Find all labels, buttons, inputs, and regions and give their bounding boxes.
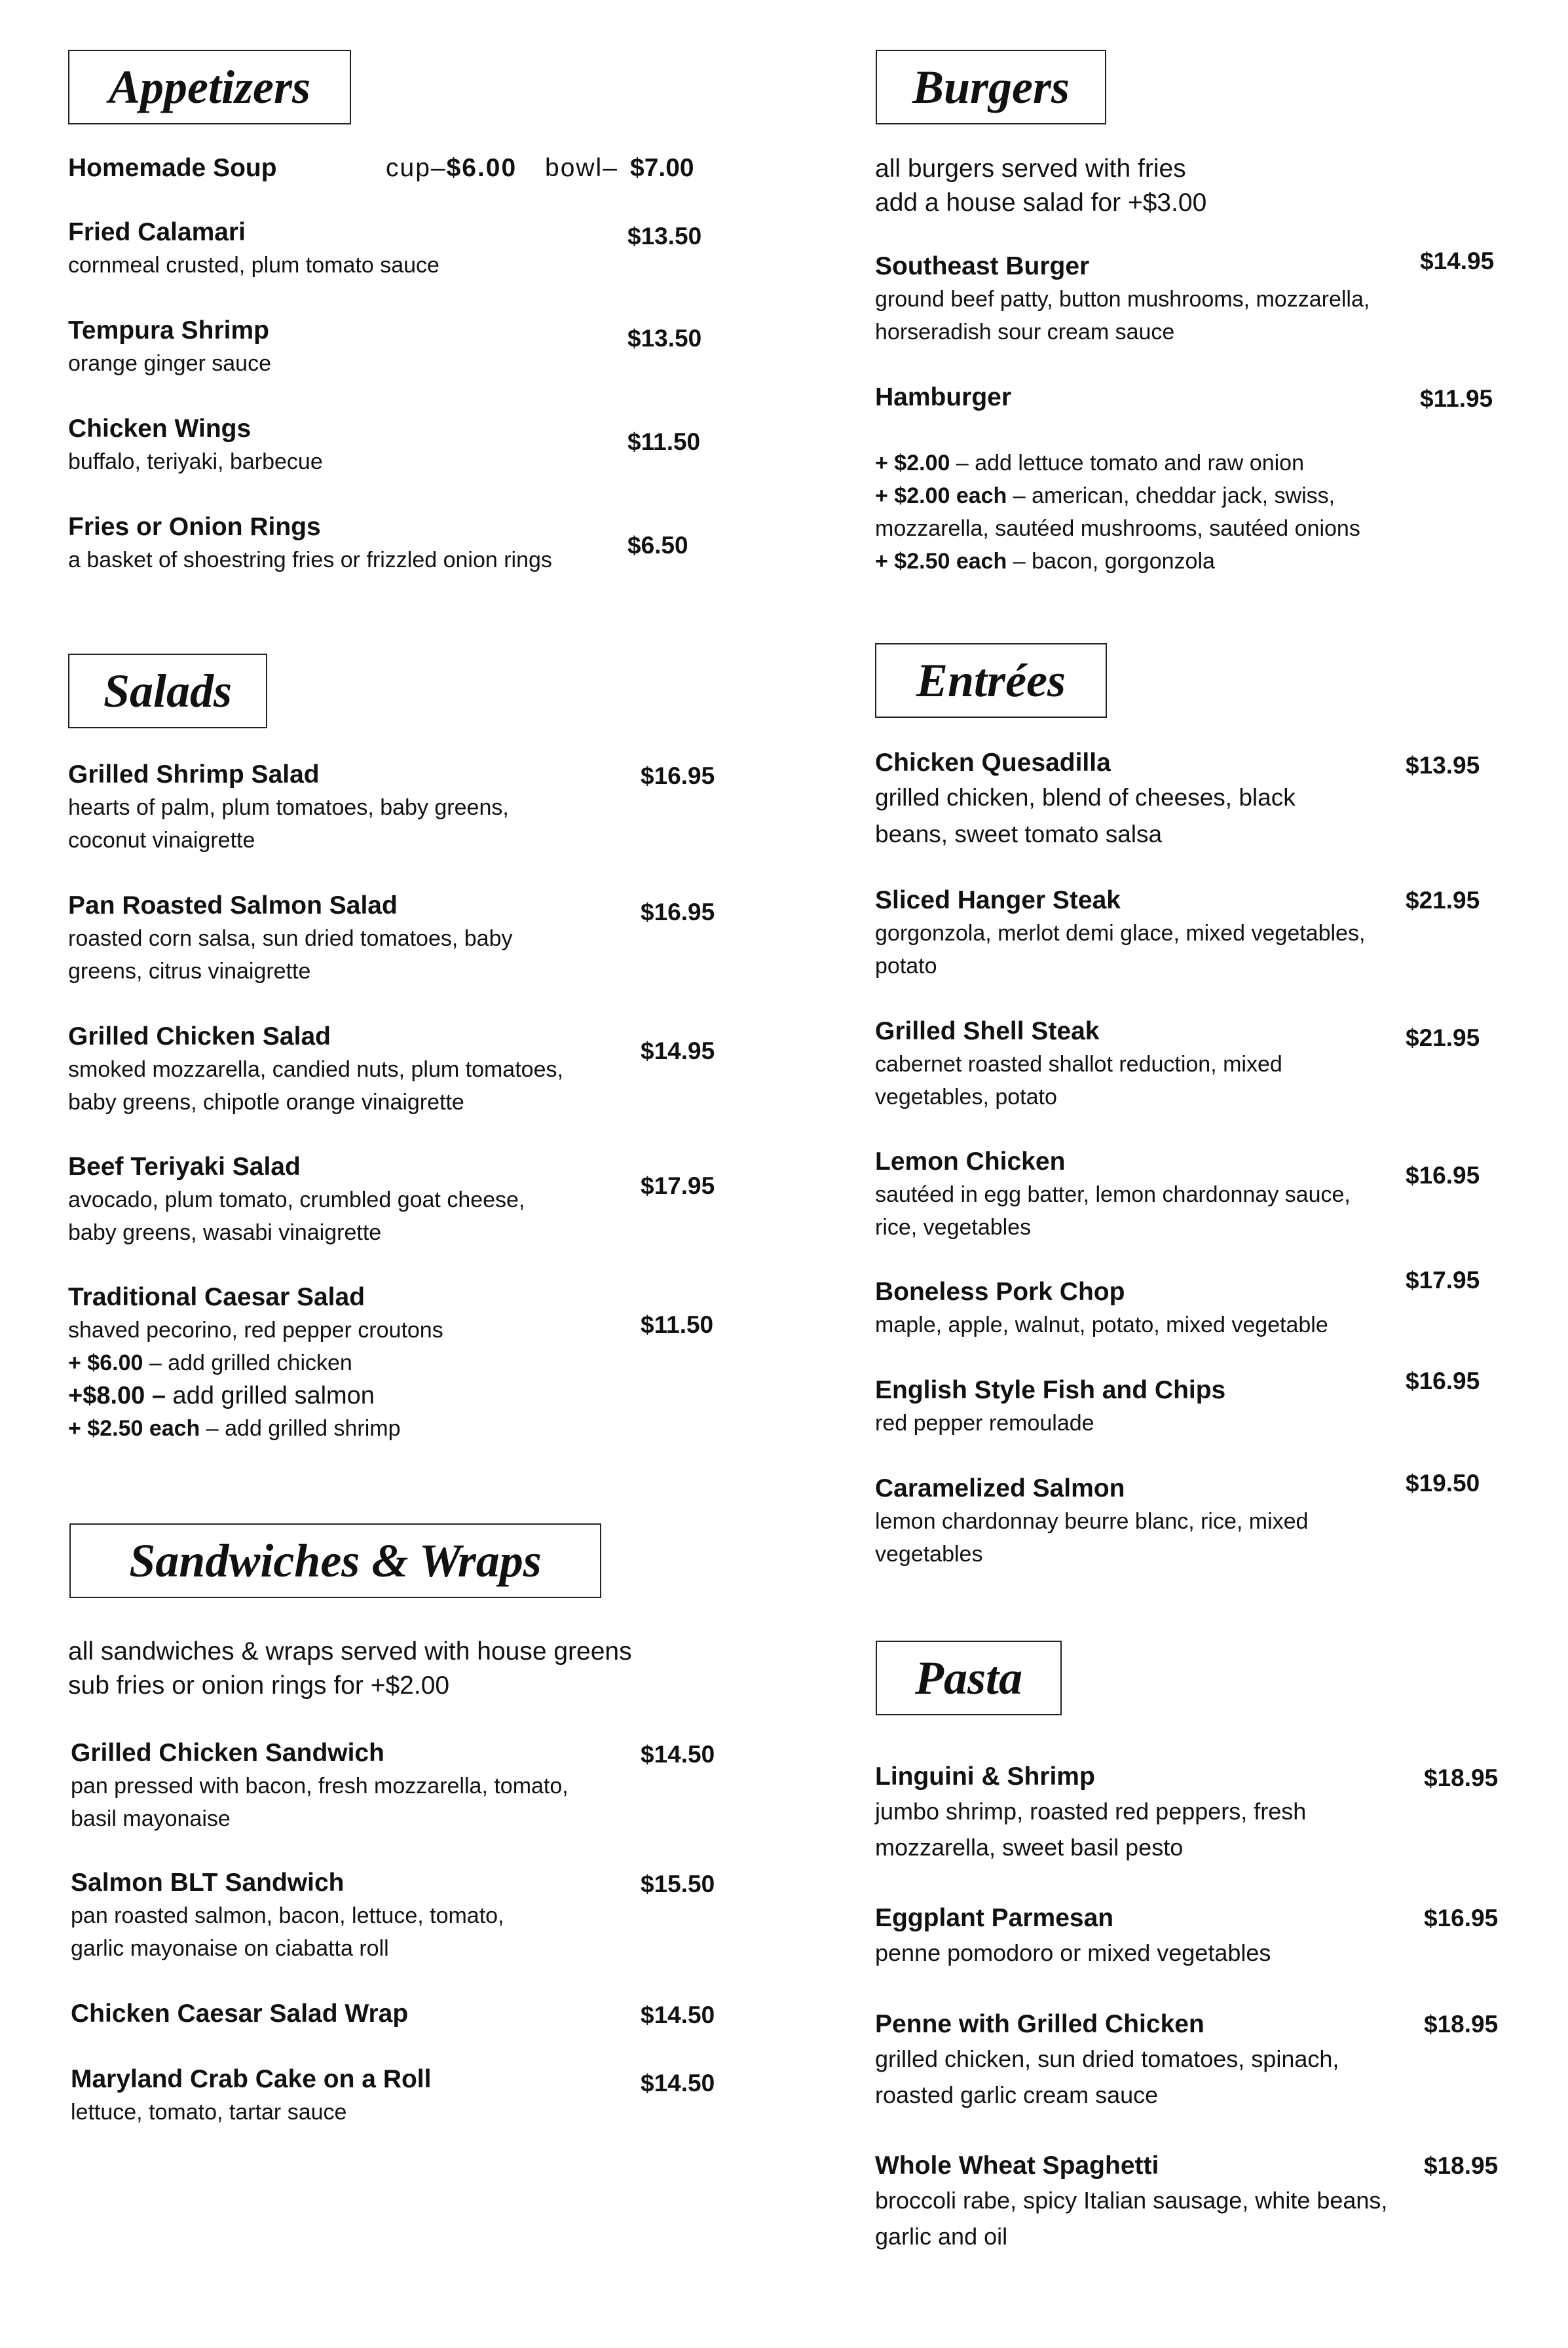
item-desc-line: baby greens, wasabi vinaigrette (68, 1220, 382, 1245)
menu-item (875, 1146, 1351, 1244)
item-name: Caramelized Salmon (875, 1474, 1125, 1502)
item-desc-line: roasted corn salsa, sun dried tomatoes, baby (68, 926, 513, 951)
item-description (875, 2041, 1339, 2113)
item-description (68, 445, 323, 478)
item-desc-line: pan roasted salmon, bacon, lettuce, tomato, (71, 1903, 504, 1928)
item-name: Grilled Chicken Sandwich (71, 1739, 384, 1767)
item-name: Traditional Caesar Salad (68, 1283, 365, 1311)
item-name: Fried Calamari (68, 218, 246, 246)
item-desc-line: coconut vinaigrette (68, 828, 255, 853)
item-desc-line: buffalo, teriyaki, barbecue (68, 449, 323, 474)
item-desc-line: mozzarella, sweet basil pesto (875, 1834, 1184, 1861)
item-price: $14.50 (641, 2070, 715, 2096)
note-line: sub fries or onion rings for +$2.00 (68, 1671, 450, 1700)
menu-item (68, 511, 552, 576)
menu-item (68, 1020, 563, 1119)
item-desc-line: vegetables (875, 1542, 983, 1567)
menu-item (71, 1998, 408, 2030)
menu-item (875, 2150, 1387, 2254)
appetizers-heading: Appetizers (68, 50, 351, 124)
item-price: $11.50 (641, 1311, 714, 1338)
item-description (875, 1048, 1282, 1113)
item-desc-line: grilled chicken, blend of cheeses, black (875, 784, 1296, 811)
item-price: $17.95 (1406, 1267, 1480, 1294)
item-description (68, 1314, 443, 1347)
item-description (875, 2182, 1387, 2254)
item-desc-line: lettuce, tomato, tartar sauce (71, 2100, 347, 2125)
menu-item (68, 889, 513, 988)
item-description (875, 1505, 1308, 1571)
item-desc-line: penne pomodoro or mixed vegetables (875, 1939, 1271, 1966)
item-price: $6.50 (627, 532, 688, 559)
item-price: $16.95 (641, 899, 715, 925)
item-price: $16.95 (641, 762, 715, 789)
item-description (71, 1899, 504, 1965)
burgers-heading: Burgers (876, 50, 1106, 124)
item-desc-line: garlic and oil (875, 2223, 1008, 2250)
item-name: Sliced Hanger Steak (875, 886, 1121, 914)
soup-cup (386, 152, 517, 185)
item-desc-line: hearts of palm, plum tomatoes, baby greens, (68, 795, 509, 820)
caesar-option (68, 1379, 443, 1412)
menu-item (875, 747, 1296, 853)
item-desc-line: rice, vegetables (875, 1215, 1032, 1240)
item-description (68, 1053, 563, 1119)
menu-item (875, 381, 1011, 414)
menu-item (875, 1472, 1308, 1571)
soup-bowl-label: bowl– (545, 154, 618, 182)
salads-heading: Salads (68, 654, 267, 728)
item-description (68, 922, 513, 988)
item-name: Fries or Onion Rings (68, 513, 321, 541)
item-desc-line: jumbo shrimp, roasted red peppers, fresh (875, 1798, 1307, 1825)
item-name: Salmon BLT Sandwich (71, 1869, 345, 1897)
entrees-heading: Entrées (875, 643, 1107, 718)
option-text: – add lettuce tomato and raw onion (956, 451, 1304, 475)
item-name: Hamburger (875, 383, 1012, 411)
item-name: Chicken Caesar Salad Wrap (71, 2000, 409, 2028)
note-line: all burgers served with fries (875, 155, 1186, 183)
item-desc-line: orange ginger sauce (68, 351, 272, 376)
item-name: Whole Wheat Spaghetti (875, 2152, 1159, 2180)
item-name: Homemade Soup (68, 154, 277, 182)
item-name: English Style Fish and Chips (875, 1376, 1226, 1404)
item-price: $21.95 (1406, 887, 1480, 914)
menu-item (68, 314, 271, 380)
burger-option (875, 512, 1360, 545)
item-name: Beef Teriyaki Salad (68, 1153, 301, 1181)
item-price: $16.95 (1406, 1368, 1480, 1394)
item-name: Boneless Pork Chop (875, 1278, 1125, 1306)
soup-cup-label: cup– (386, 154, 447, 182)
item-desc-line: cornmeal crusted, plum tomato sauce (68, 253, 439, 278)
item-price: $17.95 (641, 1172, 715, 1199)
menu-item (875, 1276, 1328, 1341)
menu-item (68, 413, 323, 478)
option-text: add grilled salmon (172, 1382, 375, 1409)
item-name: Eggplant Parmesan (875, 1904, 1114, 1932)
item-price: $13.50 (627, 325, 702, 352)
item-price: $14.95 (1420, 248, 1495, 274)
menu-item (71, 2063, 431, 2129)
item-name: Chicken Quesadilla (875, 749, 1111, 777)
item-desc-line: baby greens, chipotle orange vinaigrette (68, 1090, 464, 1115)
item-description (68, 544, 552, 576)
item-desc-line: beans, sweet tomato salsa (875, 821, 1163, 848)
option-amount: +$8.00 – (68, 1382, 166, 1409)
item-desc-line: a basket of shoestring fries or frizzled onion rings (68, 548, 552, 572)
item-desc-line: vegetables, potato (875, 1085, 1057, 1109)
item-price: $14.95 (641, 1037, 715, 1064)
item-description (875, 1935, 1271, 1971)
menu-item (875, 1761, 1306, 1865)
soup-bowl (545, 152, 618, 185)
item-description (71, 1770, 569, 1835)
note-line: all sandwiches & wraps served with house greens (68, 1637, 632, 1666)
item-price: $15.50 (641, 1871, 715, 1897)
item-name: Grilled Shrimp Salad (68, 760, 320, 789)
item-desc-line: lemon chardonnay beurre blanc, rice, mixed (875, 1509, 1309, 1534)
item-description (68, 791, 509, 857)
item-desc-line: avocado, plum tomato, crumbled goat cheese, (68, 1187, 525, 1212)
option-text: – add grilled shrimp (206, 1416, 401, 1441)
item-description (71, 2096, 431, 2129)
menu-item (71, 1737, 569, 1835)
option-text: – bacon, gorgonzola (1013, 549, 1215, 574)
item-description (875, 1178, 1351, 1244)
option-amount: + $2.00 (875, 451, 950, 475)
item-desc-line: potato (875, 954, 937, 978)
item-desc-line: roasted garlic cream sauce (875, 2081, 1159, 2108)
burger-option (875, 545, 1360, 578)
note-line: add a house salad for +$3.00 (875, 189, 1207, 217)
item-price: $14.50 (641, 2002, 715, 2028)
item-desc-line: broccoli rabe, spicy Italian sausage, white beans, (875, 2187, 1388, 2214)
item-price: $13.95 (1406, 752, 1480, 779)
menu-item (875, 1015, 1282, 1113)
menu-item (875, 1902, 1271, 1971)
item-desc-line: greens, citrus vinaigrette (68, 959, 311, 984)
item-desc-line: horseradish sour cream sauce (875, 320, 1175, 345)
item-description (68, 1183, 525, 1249)
item-price: $18.95 (1424, 2011, 1499, 2038)
item-price: $13.50 (627, 223, 702, 250)
soup-bowl-price: $7.00 (630, 154, 694, 182)
item-price: $16.95 (1406, 1162, 1480, 1189)
item-price: $11.95 (1420, 385, 1493, 412)
item-name: Linguini & Shrimp (875, 1762, 1095, 1791)
item-desc-line: smoked mozzarella, candied nuts, plum tomatoes, (68, 1057, 563, 1082)
item-price: $21.95 (1406, 1024, 1480, 1051)
menu-item (875, 884, 1365, 982)
sandwiches-wraps-heading: Sandwiches & Wraps (69, 1523, 601, 1598)
option-amount: + $2.50 each (875, 549, 1007, 574)
item-name: Penne with Grilled Chicken (875, 2010, 1204, 2038)
item-desc-line: grilled chicken, sun dried tomatoes, spinach, (875, 2045, 1339, 2072)
item-description (875, 917, 1365, 982)
item-description (68, 249, 439, 282)
item-desc-line: shaved pecorino, red pepper croutons (68, 1318, 443, 1343)
item-name: Chicken Wings (68, 415, 252, 443)
item-description (875, 1793, 1306, 1865)
caesar-option (68, 1412, 443, 1445)
option-text: – add grilled chicken (149, 1351, 352, 1375)
menu-item (68, 758, 509, 857)
menu-item (875, 250, 1370, 348)
item-name: Lemon Chicken (875, 1147, 1066, 1176)
item-desc-line: garlic mayonaise on ciabatta roll (71, 1936, 389, 1961)
homemade-soup-row (68, 152, 710, 185)
item-description (875, 779, 1296, 853)
item-desc-line: sautéed in egg batter, lemon chardonnay sauce, (875, 1182, 1351, 1207)
item-desc-line: pan pressed with bacon, fresh mozzarella, tomato, (71, 1774, 569, 1798)
item-description (68, 347, 271, 380)
item-description (875, 283, 1370, 348)
menu-item (875, 1374, 1225, 1440)
item-name: Maryland Crab Cake on a Roll (71, 2065, 432, 2093)
item-name: Grilled Shell Steak (875, 1017, 1100, 1045)
option-text: – american, cheddar jack, swiss, (1013, 483, 1335, 508)
option-amount: + $6.00 (68, 1351, 143, 1375)
item-name: Tempura Shrimp (68, 316, 269, 345)
item-desc-line: red pepper remoulade (875, 1411, 1094, 1436)
item-price: $19.50 (1406, 1470, 1480, 1497)
item-description (875, 1309, 1328, 1341)
item-price: $14.50 (641, 1741, 715, 1768)
menu-item (68, 1281, 443, 1445)
burgers-note (875, 152, 1206, 220)
burger-option (875, 479, 1360, 512)
menu-item (68, 1151, 525, 1249)
item-description (875, 1407, 1225, 1440)
item-desc-line: gorgonzola, merlot demi glace, mixed vegetables, (875, 921, 1366, 946)
item-name: Grilled Chicken Salad (68, 1022, 331, 1051)
item-desc-line: basil mayonaise (71, 1806, 231, 1831)
option-amount: + $2.00 each (875, 483, 1007, 508)
item-price: $11.50 (627, 428, 701, 455)
pasta-heading: Pasta (876, 1641, 1062, 1715)
item-desc-line: maple, apple, walnut, potato, mixed vegetable (875, 1313, 1328, 1337)
soup-cup-price: $6.00 (446, 154, 517, 182)
menu-item (68, 216, 439, 282)
menu-item (875, 2008, 1339, 2113)
item-price: $18.95 (1424, 2152, 1499, 2179)
item-price: $18.95 (1424, 1764, 1499, 1791)
item-price: $16.95 (1424, 1905, 1499, 1931)
burger-option (875, 447, 1360, 479)
item-name: Southeast Burger (875, 252, 1090, 280)
item-name: Pan Roasted Salmon Salad (68, 891, 398, 920)
menu-item (71, 1867, 504, 1965)
sandwiches-note (68, 1635, 632, 1703)
item-desc-line: ground beef patty, button mushrooms, mozzarella, (875, 287, 1370, 312)
item-desc-line: cabernet roasted shallot reduction, mixed (875, 1052, 1282, 1077)
option-text: mozzarella, sautéed mushrooms, sautéed onions (875, 516, 1360, 541)
option-amount: + $2.50 each (68, 1416, 200, 1441)
caesar-option (68, 1347, 443, 1379)
burger-options (875, 447, 1360, 578)
